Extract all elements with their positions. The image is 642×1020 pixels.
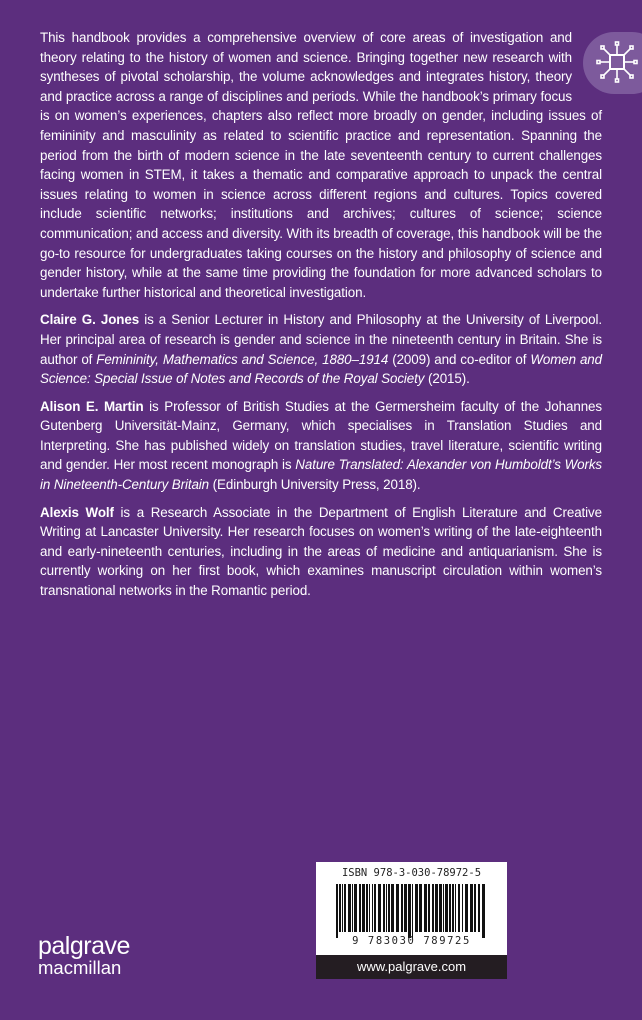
back-cover-text [40, 28, 602, 609]
barcode-bar [372, 884, 373, 932]
barcode-bar [419, 884, 422, 932]
barcode-bar [352, 884, 353, 932]
barcode-bar [470, 884, 473, 932]
barcode-bar [412, 884, 413, 938]
barcode-bar [424, 884, 427, 932]
bio-martin: Alison E. Martin is Professor of British Studies at the Germersheim faculty of the Johannes Gutenberg Universität-Mainz, Germany, which specialises in Translation Studies and Interpreting. She has published widely on translation studies, travel literature, scientific writing and gender. Her most recent monograph is Nature Translated: Alexander von Humboldt’s Works in Nineteenth-Century Britain (Edinburgh University Press, 2018). [40, 398, 603, 493]
barcode-bar [396, 884, 399, 932]
network-hub-icon [595, 40, 639, 84]
barcode-bar [404, 884, 407, 932]
barcode-bar [344, 884, 346, 932]
barcode-bars [336, 884, 487, 938]
series-badge [583, 32, 642, 94]
barcode-bar [428, 884, 430, 932]
barcode-bar [474, 884, 476, 932]
barcode-bar [369, 884, 370, 932]
barcode-bar [374, 884, 376, 932]
barcode-bar [391, 884, 394, 932]
barcode-bar [452, 884, 454, 932]
barcode-bar [342, 884, 343, 932]
barcode-bar [348, 884, 351, 932]
isbn-barcode [316, 862, 507, 979]
barcode-bar [455, 884, 456, 932]
barcode-bar [415, 884, 418, 932]
barcode-bar [401, 884, 403, 932]
barcode-bar [458, 884, 460, 932]
barcode-bar [354, 884, 357, 932]
barcode-bar [482, 884, 485, 938]
barcode-bar [449, 884, 451, 932]
bio-jones: Claire G. Jones is a Senior Lecturer in History and Philosophy at the University of Liverpool. Her principal area of research is gender and science in the nineteenth century in Britain. She is author of Femininity, Mathematics and Science, 1880–1914 (2009) and co-editor of Women and Science: Special Issue of Notes and Records of the Royal Society (2015). [40, 312, 602, 387]
publisher-logo: palgrave macmillan [38, 932, 130, 978]
barcode-bar [408, 884, 411, 938]
barcode-bar [366, 884, 368, 932]
barcode-bar [445, 884, 448, 932]
barcode-bar [465, 884, 468, 932]
barcode-bar [432, 884, 434, 932]
barcode-bar [435, 884, 438, 932]
barcode-bar [383, 884, 385, 932]
barcode-bar [336, 884, 338, 938]
barcode-bar [362, 884, 365, 932]
description: This handbook provides a comprehensive overview of core areas of investigation and theory relating to the history of women and science. Bringing together new research with syntheses of pivotal scholarship, the volume acknowledges and integrates history, theory and practice across a range of disciplines and periods. While the handbook’s primary focus is on women’s experiences, chapters also reflect more broadly on gender, including issues of femininity and masculinity as related to scientific practice and representation. Spanning the period from the birth of modern science in the late seventeenth century to current challenges facing women in STEM, it takes a thematic and comparative approach to unpack the central issues relating to women in science across different regions and cultures. Topics covered include scientific networks; institutions and archives; cultures of science; science communication; and access and diversity. With its breadth of coverage, this handbook will be the go-to resource for undergraduates taking courses on the history and philosophy of science and gender history, while at the same time providing the foundation for more advanced scholars to undertake further historical and theoretical investigation. [40, 30, 602, 300]
barcode-bar [439, 884, 442, 932]
barcode-bar [386, 884, 387, 932]
isbn-text: ISBN 978-3-030-78972-5 [341, 867, 482, 879]
barcode-digits: 9 783030 789725 [352, 935, 471, 947]
bio-wolf: Alexis Wolf is a Research Associate in the Department of English Literature and Creative Writing at Lancaster University. Her research focuses on women’s writing of the late-eighteenth and early-nineteenth centuries, including in the areas of medicine and antiquarianism. She is currently working on her first book, which examines manuscript circulation within women’s transnational networks in the Romantic period. [40, 504, 602, 599]
barcode-bar [339, 884, 341, 932]
barcode-bar [478, 884, 480, 932]
barcode-bar [462, 884, 463, 932]
barcode-bar [359, 884, 361, 932]
barcode-bar [378, 884, 381, 932]
barcode-bar [443, 884, 444, 932]
publisher-url: www.palgrave.com [316, 955, 507, 979]
barcode-bar [388, 884, 390, 932]
